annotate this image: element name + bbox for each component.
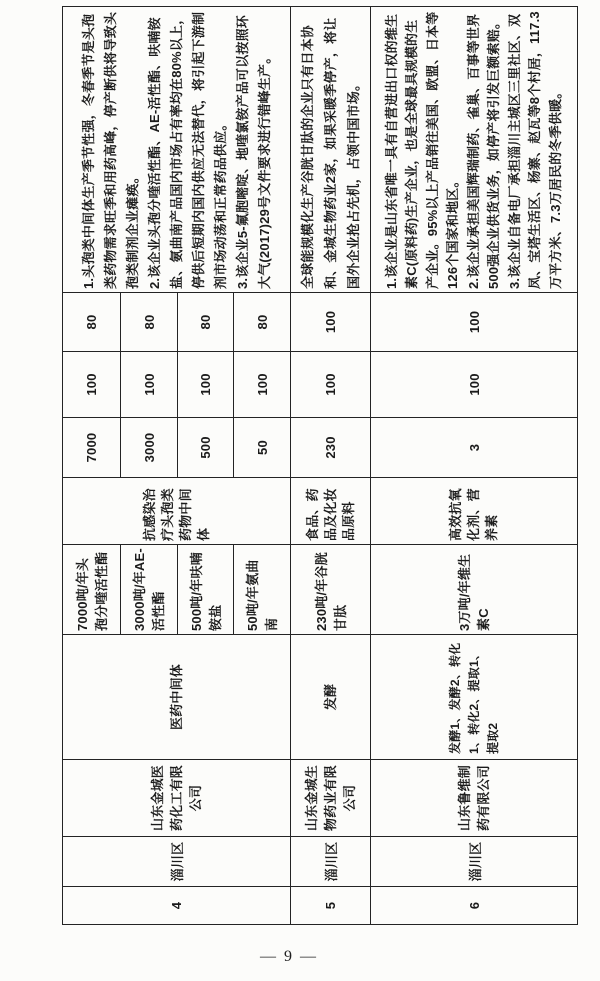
percent-cell-1: 100 bbox=[178, 352, 234, 418]
percent-cell-1: 100 bbox=[371, 352, 578, 418]
quantity-cell: 7000 bbox=[63, 418, 121, 478]
seq-cell: 5 bbox=[291, 887, 371, 925]
table-row bbox=[63, 7, 121, 925]
production-restriction-table bbox=[62, 6, 578, 925]
process-cell: 发酵 bbox=[291, 635, 371, 760]
quantity-cell: 230 bbox=[291, 418, 371, 478]
percent-cell-2: 80 bbox=[234, 293, 291, 352]
remark-item: 2.该企业承担美国辉瑞制药、雀巢、百事等世界500强企业供货业务，如停产将引发巨额索赔。 bbox=[465, 13, 502, 289]
page-number: — 9 — bbox=[260, 948, 318, 965]
percent-cell-1: 100 bbox=[63, 352, 121, 418]
percent-cell-2: 80 bbox=[63, 293, 121, 352]
seq-cell: 4 bbox=[63, 887, 291, 925]
product-cell: 500吨/年呋喃铵盐 bbox=[178, 545, 234, 635]
percent-cell-1: 100 bbox=[291, 352, 371, 418]
remark-item: 1.头孢类中间体生产季节性强，冬春季节是头孢类药物需求旺季和用药高峰，停产断供将导致头孢类制剂企业瘫痪。 bbox=[80, 11, 140, 289]
remarks-cell bbox=[291, 7, 371, 293]
percent-cell-1: 100 bbox=[121, 352, 178, 418]
quantity-cell: 3 bbox=[371, 418, 578, 478]
product-cell: 50吨/年氨曲南 bbox=[234, 545, 291, 635]
district-cell: 淄川区 bbox=[63, 837, 291, 887]
company-cell: 山东金城医药化工有限公司 bbox=[63, 760, 291, 837]
remark-item: 2.该企业头孢分喹活性酯、AE-活性酯、呋喃铵盐、氨曲南产品国内市场占有率均在80%以上，停供后短期内国内供应无法替代，将引起下游制剂市场动荡和正常药品供应。 bbox=[146, 11, 228, 289]
process-cell: 发酵1、发酵2、转化1、转化2、提取1、提取2 bbox=[371, 635, 578, 760]
quantity-cell: 50 bbox=[234, 418, 291, 478]
remarks-cell bbox=[371, 7, 578, 293]
usage-cell: 抗感染治疗头孢类药物中间体 bbox=[63, 478, 291, 545]
remark-item: 3.该企业自备电厂承担淄川主城区三里社区、双凤、宝塔生活区、杨寨、赵瓦等8个村居，117.3万平方米、7.3万居民的冬季供暖。 bbox=[506, 11, 563, 289]
company-cell: 山东鲁维制药有限公司 bbox=[371, 760, 578, 837]
percent-cell-2: 100 bbox=[291, 293, 371, 352]
product-cell: 230吨/年谷胱甘肽 bbox=[291, 545, 371, 635]
usage-cell: 高效抗氧化剂、营养素 bbox=[371, 478, 578, 545]
remark-item: 3.该企业5-氟胞嘧啶、地喹氯铵产品可以按照环大气(2017)29号文件要求进行错峰生产。 bbox=[234, 14, 272, 289]
seq-cell: 6 bbox=[371, 887, 578, 925]
product-cell: 3万吨/年维生素C bbox=[371, 545, 578, 635]
percent-cell-2: 100 bbox=[371, 293, 578, 352]
quantity-cell: 500 bbox=[178, 418, 234, 478]
usage-cell: 食品、药品及化妆品原料 bbox=[291, 478, 371, 545]
table-row bbox=[291, 7, 371, 925]
process-cell: 医药中间体 bbox=[63, 635, 291, 760]
table-row bbox=[371, 7, 578, 925]
percent-cell-1: 100 bbox=[234, 352, 291, 418]
product-cell: 7000吨/年头孢分喹活性酯 bbox=[63, 545, 121, 635]
remark-item: 全球能规模化生产谷胱甘肽的企业只有日本协和、金城生物药业2家，如果采暖季停产，将让国外企业抢占先机，占领中国市场。 bbox=[300, 17, 361, 289]
percent-cell-2: 80 bbox=[121, 293, 178, 352]
product-cell: 3000吨/年AE-活性酯 bbox=[121, 545, 178, 635]
quantity-cell: 3000 bbox=[121, 418, 178, 478]
rotated-table-container bbox=[62, 7, 577, 925]
remarks-cell bbox=[63, 7, 291, 293]
district-cell: 淄川区 bbox=[291, 837, 371, 887]
company-cell: 山东金城生物药业有限公司 bbox=[291, 760, 371, 837]
percent-cell-2: 80 bbox=[178, 293, 234, 352]
district-cell: 淄川区 bbox=[371, 837, 578, 887]
remark-item: 1.该企业是山东省唯一具有自营进出口权的维生素C(原料药)生产企业，也是全球最具规模的生产企业。95%以上产品销往美国、欧盟、日本等126个国家和地区。 bbox=[383, 11, 461, 289]
